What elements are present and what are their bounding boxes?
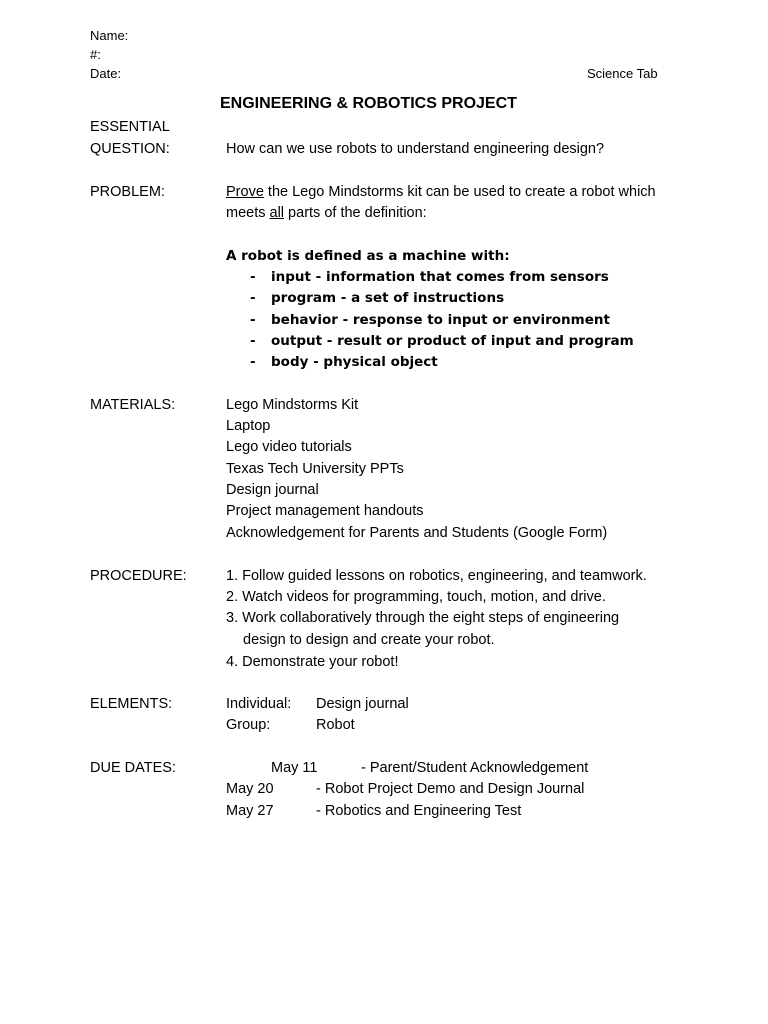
bullet-dash: - (250, 312, 256, 328)
name-label: Name: (90, 28, 129, 43)
procedure-step: 4. Demonstrate your robot! (226, 654, 399, 670)
essential-label: ESSENTIAL (90, 119, 170, 135)
elements-label: ELEMENTS: (90, 696, 173, 712)
problem-line-1-rest: the Lego Mindstorms kit can be used to create a robot which (263, 184, 656, 200)
procedure-step-continuation: design to design and create your robot. (243, 632, 495, 648)
procedure-step: 2. Watch videos for programming, touch, motion, and drive. (226, 589, 606, 605)
due-item: - Robot Project Demo and Design Journal (316, 781, 585, 797)
material-item: Lego Mindstorms Kit (226, 397, 359, 413)
procedure-label: PROCEDURE: (90, 568, 187, 584)
due-date: May 20 (226, 781, 274, 797)
material-item: Design journal (226, 482, 319, 498)
bullet-dash: - (250, 354, 256, 370)
due-dates-label: DUE DATES: (90, 760, 176, 776)
essential-question-text: How can we use robots to understand engineering design? (226, 141, 605, 157)
material-item: Project management handouts (226, 503, 424, 519)
procedure-step: 1. Follow guided lessons on robotics, engineering, and teamwork. (226, 568, 647, 584)
material-item: Laptop (226, 418, 271, 434)
bullet-dash: - (250, 290, 256, 306)
definition-heading: A robot is defined as a machine with: (226, 248, 510, 264)
element-value: Robot (316, 717, 355, 733)
materials-label: MATERIALS: (90, 397, 176, 413)
due-item: - Parent/Student Acknowledgement (361, 760, 589, 776)
procedure-step: 3. Work collaboratively through the eight steps of engineering (226, 610, 620, 626)
date-label: Date: (90, 66, 122, 81)
prove-word: Prove (226, 184, 264, 200)
material-item: Texas Tech University PPTs (226, 461, 404, 477)
science-tab-label: Science Tab (587, 66, 658, 81)
problem-line-2-end: parts of the definition: (284, 205, 427, 221)
page-title: ENGINEERING & ROBOTICS PROJECT (220, 95, 517, 112)
element-type: Individual: (226, 696, 292, 712)
problem-label: PROBLEM: (90, 184, 165, 200)
definition-item: output - result or product of input and program (271, 333, 634, 349)
material-item: Acknowledgement for Parents and Students (Google Form) (226, 525, 608, 541)
number-label: #: (90, 47, 101, 62)
question-label: QUESTION: (90, 141, 170, 157)
definition-item: body - physical object (271, 354, 438, 370)
bullet-dash: - (250, 269, 256, 285)
due-item: - Robotics and Engineering Test (316, 803, 522, 819)
material-item: Lego video tutorials (226, 439, 352, 455)
all-word: all (269, 205, 285, 221)
definition-item: behavior - response to input or environment (271, 312, 610, 328)
due-date: May 11 (271, 760, 318, 776)
definition-item: program - a set of instructions (271, 290, 505, 306)
element-type: Group: (226, 717, 271, 733)
element-value: Design journal (316, 696, 409, 712)
due-date: May 27 (226, 803, 274, 819)
problem-line-2 (226, 205, 427, 222)
definition-item: input - information that comes from sensors (271, 269, 609, 285)
problem-line-2-start: meets (226, 205, 270, 221)
bullet-dash: - (250, 333, 256, 349)
problem-line-1 (226, 184, 656, 201)
